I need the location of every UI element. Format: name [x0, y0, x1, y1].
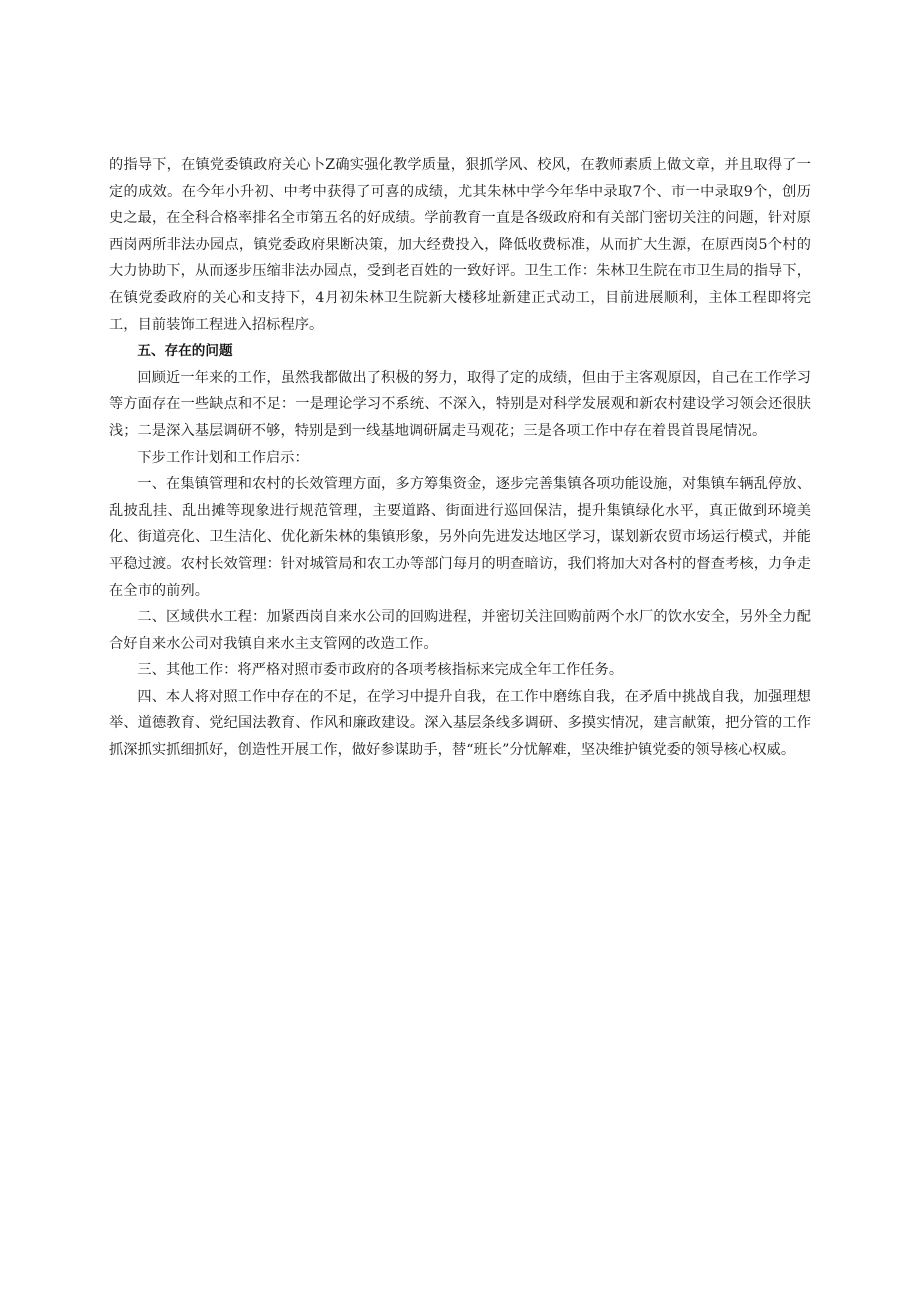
paragraph-next-plan-intro: 下步工作计划和工作启示：	[137, 449, 309, 466]
paragraph-plan-town-management: 一、在集镇管理和农村的长效管理方面，多方筹集资金，逐步完善集镇各项功能设施，对集镇车辆乱停放、乱披乱挂、乱出摊等现象进行规范管理，主要道路、街面进行巡回保洁，提升集镇绿化水平，真正做到环境美化、街道亮化、卫生洁化、优化新朱林的集镇形象，另外向先进发达地区学习，谋划新农贸市场运行模式，并能平稳过渡。农村长效管理：针对城管局和农工办等部门每月的明查暗访，我们将加大对各村的督查考核，力争走在全市的前列。	[109, 476, 811, 599]
paragraph-review-shortcomings: 回顾近一年来的工作，虽然我都做出了积极的努力，取得了定的成绩，但由于主客观原因，自己在工作学习等方面存在一些缺点和不足：一是理论学习不系统、不深入，特别是对科学发展观和新农村建设学习领会还很肤浅；二是深入基层调研不够，特别是到一线基地调研属走马观花；三是各项工作中存在着畏首畏尾情况。	[109, 369, 811, 439]
section-heading-problems: 五、存在的问题	[137, 343, 233, 360]
paragraph-plan-other-work: 三、其他工作：将严格对照市委市政府的各项考核指标来完成全年工作任务。	[137, 662, 624, 679]
paragraph-plan-water-supply: 二、区域供水工程：加紧西岗自来水公司的回购进程，并密切关注回购前两个水厂的饮水安全，另外全力配合好自来水公司对我镇自来水主支管网的改造工作。	[109, 609, 811, 652]
document-body	[109, 152, 811, 764]
paragraph-education-health: 的指导下，在镇党委镇政府关心卜Z确实强化教学质量，狠抓学风、校风，在教师素质上做文章，并且取得了一定的成效。在今年小升初、中考中获得了可喜的成绩，尤其朱林中学今年华中录取7个、市一中录取9个，创历史之最，在全科合格率排名全市第五名的好成绩。学前教育一直是各级政府和有关部门密切关注的问题，针对原西岗两所非法办园点，镇党委政府果断决策，加大经费投入，降低收费标准，从而扩大生源，在原西岗5个村的大力协助下，从而逐步压缩非法办园点，受到老百姓的一致好评。卫生工作：朱林卫生院在市卫生局的指导下，在镇党委政府的关心和支持下，4月初朱林卫生院新大楼移址新建正式动工，目前进展顺利，主体工程即将完工，目前装饰工程进入招标程序。	[109, 157, 811, 333]
paragraph-plan-self-improvement: 四、本人将对照工作中存在的不足，在学习中提升自我，在工作中磨练自我，在矛盾中挑战自我，加强理想举、道德教育、党纪国法教育、作风和廉政建设。深入基层条线多调研、多摸实情况，建言献策，把分管的工作抓深抓实抓细抓好，创造性开展工作，做好参谋助手，替“班长”分忧解难，坚决维护镇党委的领导核心权威。	[109, 688, 811, 759]
